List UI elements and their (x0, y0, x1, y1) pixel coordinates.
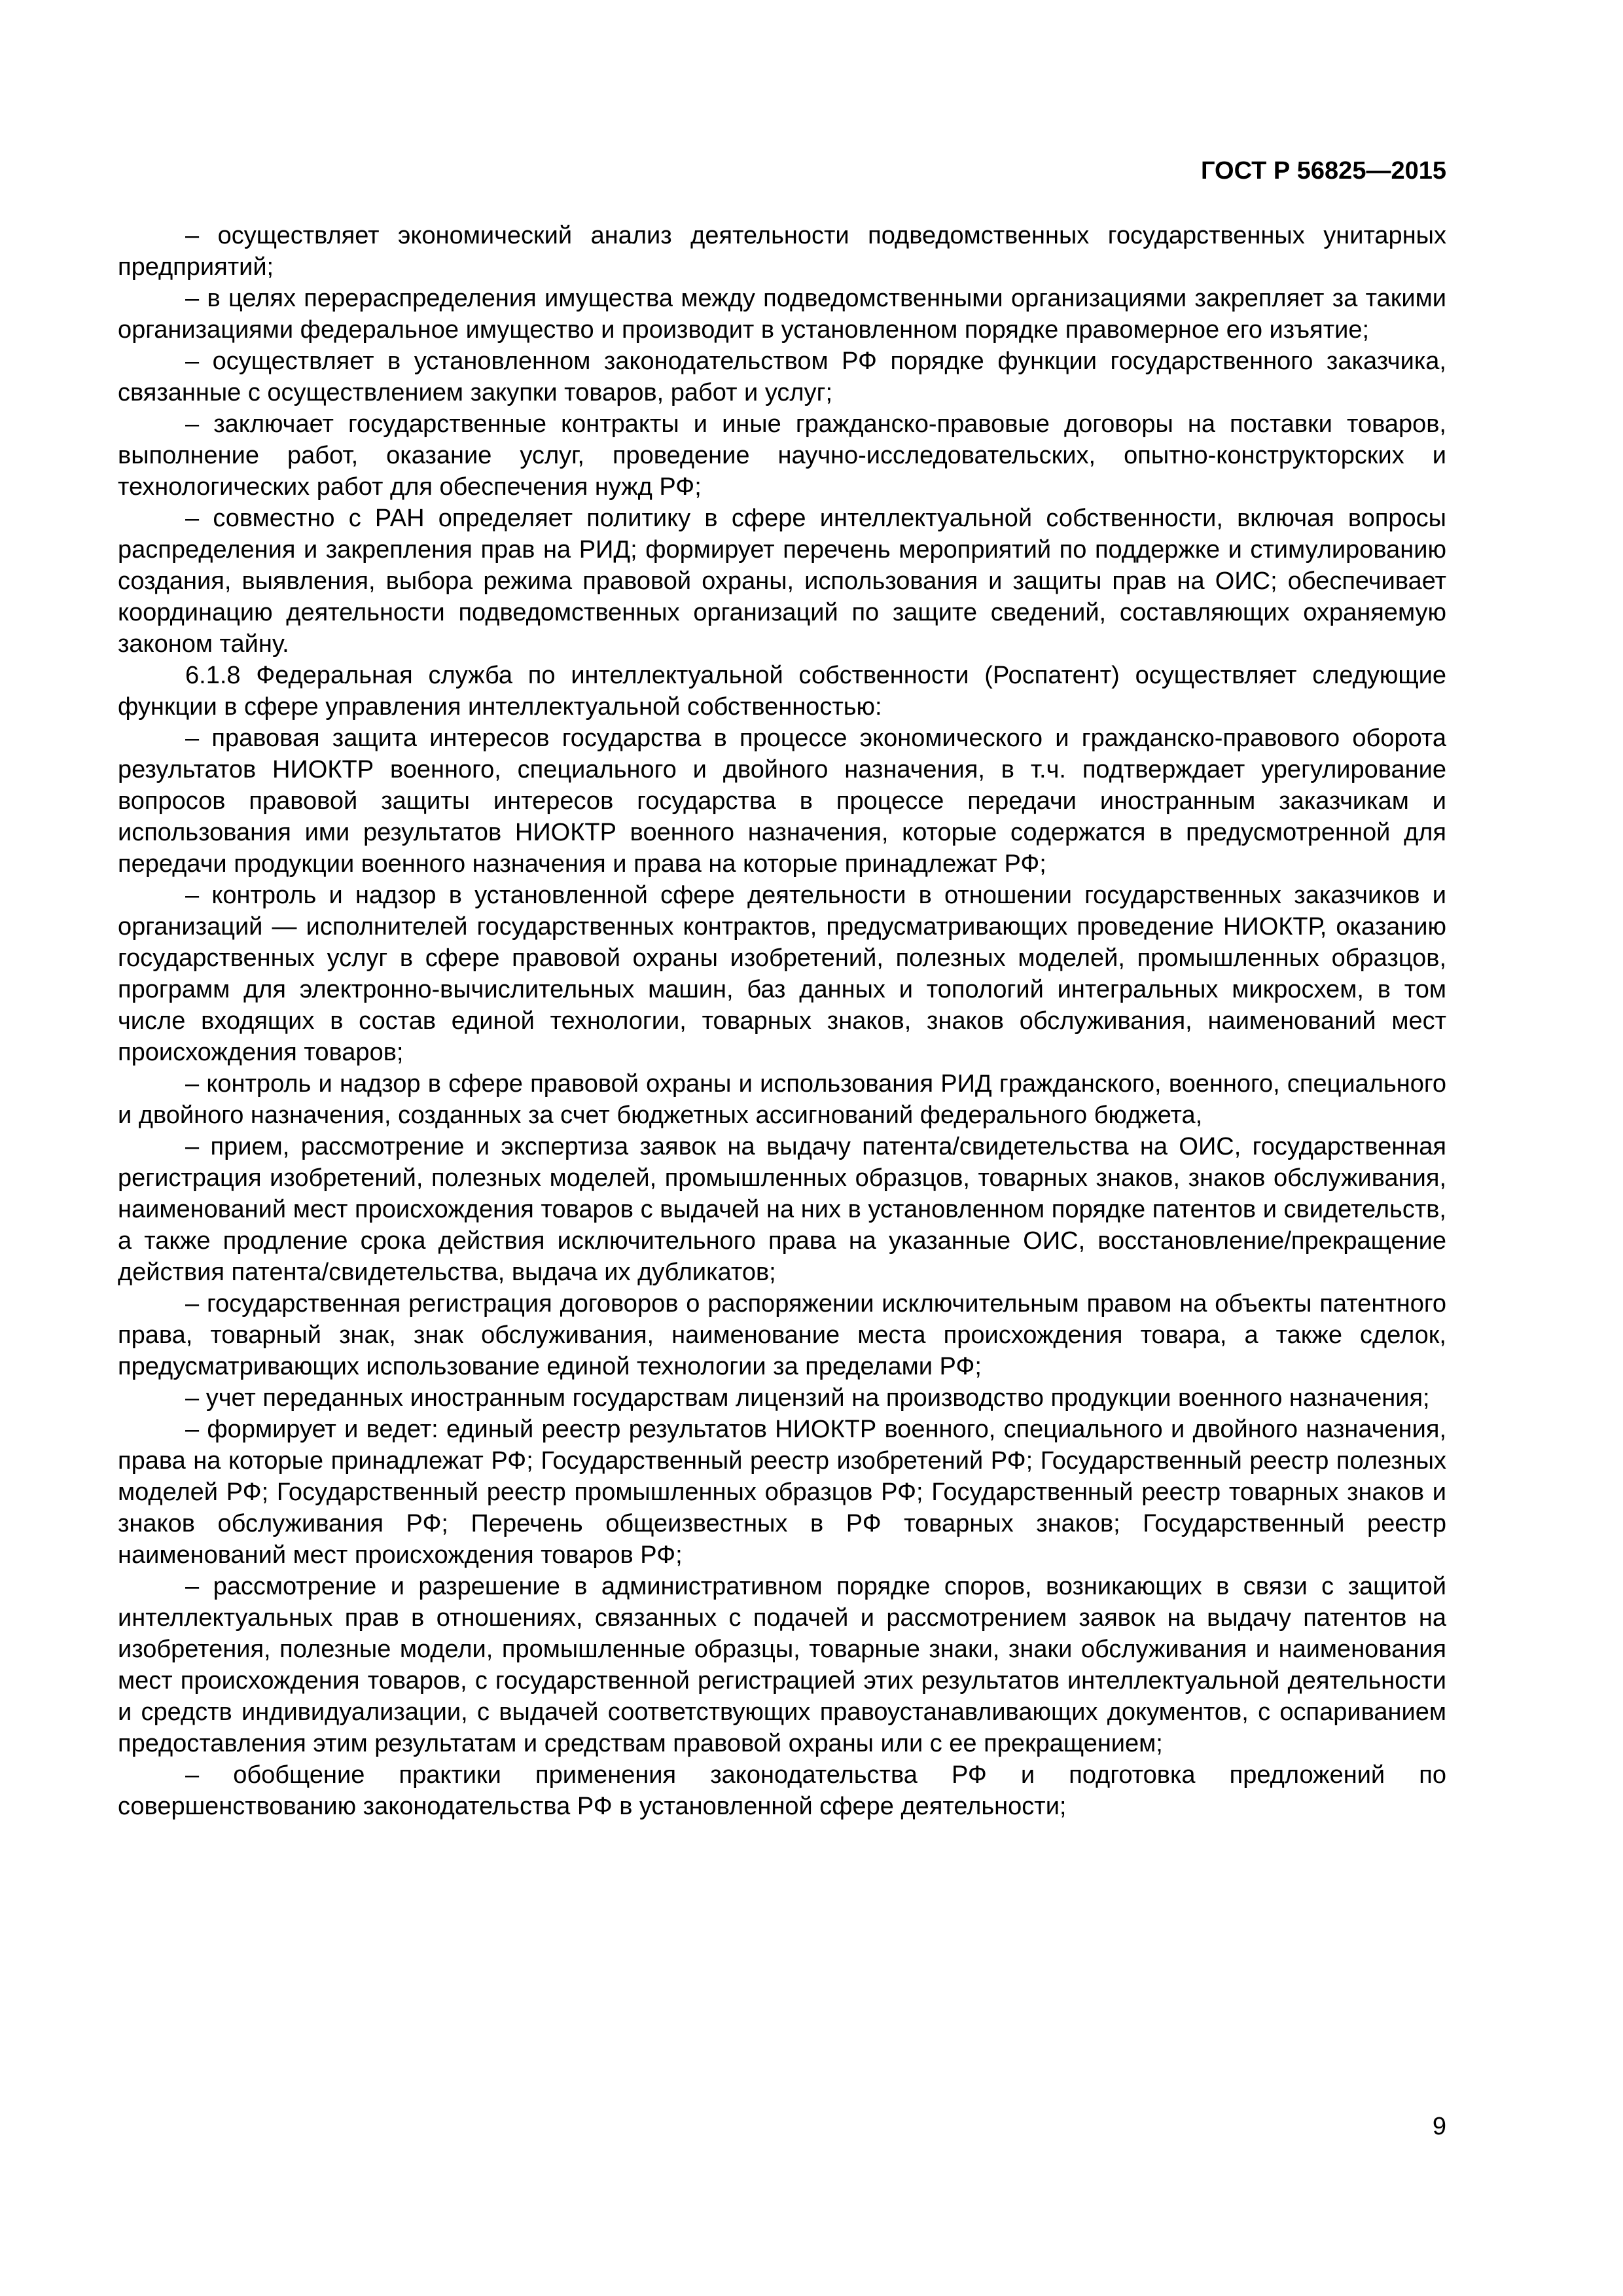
page-number: 9 (1432, 2113, 1446, 2140)
paragraph: – осуществляет экономический анализ деятельности подведомственных государственных унитарных предприятий; (118, 222, 1446, 281)
document-body (118, 220, 1446, 1822)
paragraph: – формирует и ведет: единый реестр результатов НИОКТР военного, специального и двойного назначения, права на которые принадлежат РФ; Государственный реестр изобретений РФ; Государственный реестр полезных моделей РФ; Государственный реестр промышленных образцов РФ; Государственный реестр товарных знаков и знаков обслуживания РФ; Перечень общеизвестных в РФ товарных знаков; Государственный реестр наименований мест происхождения товаров РФ; (118, 1416, 1446, 1569)
paragraph: – осуществляет в установленном законодательством РФ порядке функции государственного заказчика, связанные с осуществлением закупки товаров, работ и услуг; (118, 348, 1446, 406)
paragraph: – контроль и надзор в сфере правовой охраны и использования РИД гражданского, военного, специального и двойного назначения, созданных за счет бюджетных ассигнований федерального бюджета, (118, 1070, 1446, 1129)
paragraph: – совместно с РАН определяет политику в сфере интеллектуальной собственности, включая вопросы распределения и закрепления прав на РИД; формирует перечень мероприятий по поддержке и стимулированию создания, выявления, выбора режима правовой охраны, использования и защиты прав на ОИС; обеспечивает координацию деятельности подведомственных организаций по защите сведений, составляющих охраняемую законом тайну. (118, 505, 1446, 658)
paragraph: – контроль и надзор в установленной сфере деятельности в отношении государственных заказчиков и организаций — исполнителей государственных контрактов, предусматривающих проведение НИОКТР, оказанию государственных услуг в сфере правовой охраны изобретений, полезных моделей, промышленных образцов, программ для электронно-вычислительных машин, баз данных и топологий интегральных микросхем, в том числе входящих в состав единой технологии, товарных знаков, знаков обслуживания, наименований мест происхождения товаров; (118, 882, 1446, 1066)
paragraph: – обобщение практики применения законодательства РФ и подготовка предложений по совершенствованию законодательства РФ в установленной сфере деятельности; (118, 1761, 1446, 1820)
paragraph: – государственная регистрация договоров о распоряжении исключительным правом на объекты патентного права, товарный знак, знак обслуживания, наименование места происхождения товара, а также сделок, предусматривающих использование единой технологии за пределами РФ; (118, 1290, 1446, 1380)
paragraph: – прием, рассмотрение и экспертиза заявок на выдачу патента/свидетельства на ОИС, государственная регистрация изобретений, полезных моделей, промышленных образцов, товарных знаков, знаков обслуживания, наименований мест происхождения товаров с выдачей на них в установленном порядке патентов и свидетельств, а также продление срока действия исключительного права на указанные ОИС, восстановление/прекращение действия патента/свидетельства, выдача их дубликатов; (118, 1133, 1446, 1286)
paragraph: – рассмотрение и разрешение в административном порядке споров, возникающих в связи с защитой интеллектуальных прав в отношениях, связанных с подачей и рассмотрением заявок на выдачу патентов на изобретения, полезные модели, промышленные образцы, товарные знаки, знаки обслуживания и наименования мест происхождения товаров, с государственной регистрацией этих результатов интеллектуальной деятельности и средств индивидуализации, с выдачей соответствующих правоустанавливающих документов, с оспариванием предоставления этим результатам и средствам правовой охраны или с ее прекращением; (118, 1573, 1446, 1757)
standard-designation: ГОСТ Р 56825—2015 (1201, 157, 1446, 185)
paragraph: – правовая защита интересов государства в процессе экономического и гражданско-правового оборота результатов НИОКТР военного, специального и двойного назначения, в т.ч. подтверждает урегулирование вопросов правовой защиты интересов государства в процессе передачи иностранным заказчикам и использования ими результатов НИОКТР военного назначения, которые содержатся в предусмотренной для передачи продукции военного назначения и права на которые принадлежат РФ; (118, 725, 1446, 878)
paragraph: – учет переданных иностранным государствам лицензий на производство продукции военного назначения; (185, 1384, 1430, 1412)
paragraph: – заключает государственные контракты и иные гражданско-правовые договоры на поставки товаров, выполнение работ, оказание услуг, проведение научно-исследовательских, опытно-конструкторских и технологических работ для обеспечения нужд РФ; (118, 410, 1446, 501)
paragraph: – в целях перераспределения имущества между подведомственными организациями закрепляет за такими организациями федеральное имущество и производит в установленном порядке правомерное его изъятие; (118, 285, 1446, 344)
section-paragraph: 6.1.8 Федеральная служба по интеллектуальной собственности (Роспатент) осуществляет следующие функции в сфере управления интеллектуальной собственностью: (118, 662, 1446, 721)
